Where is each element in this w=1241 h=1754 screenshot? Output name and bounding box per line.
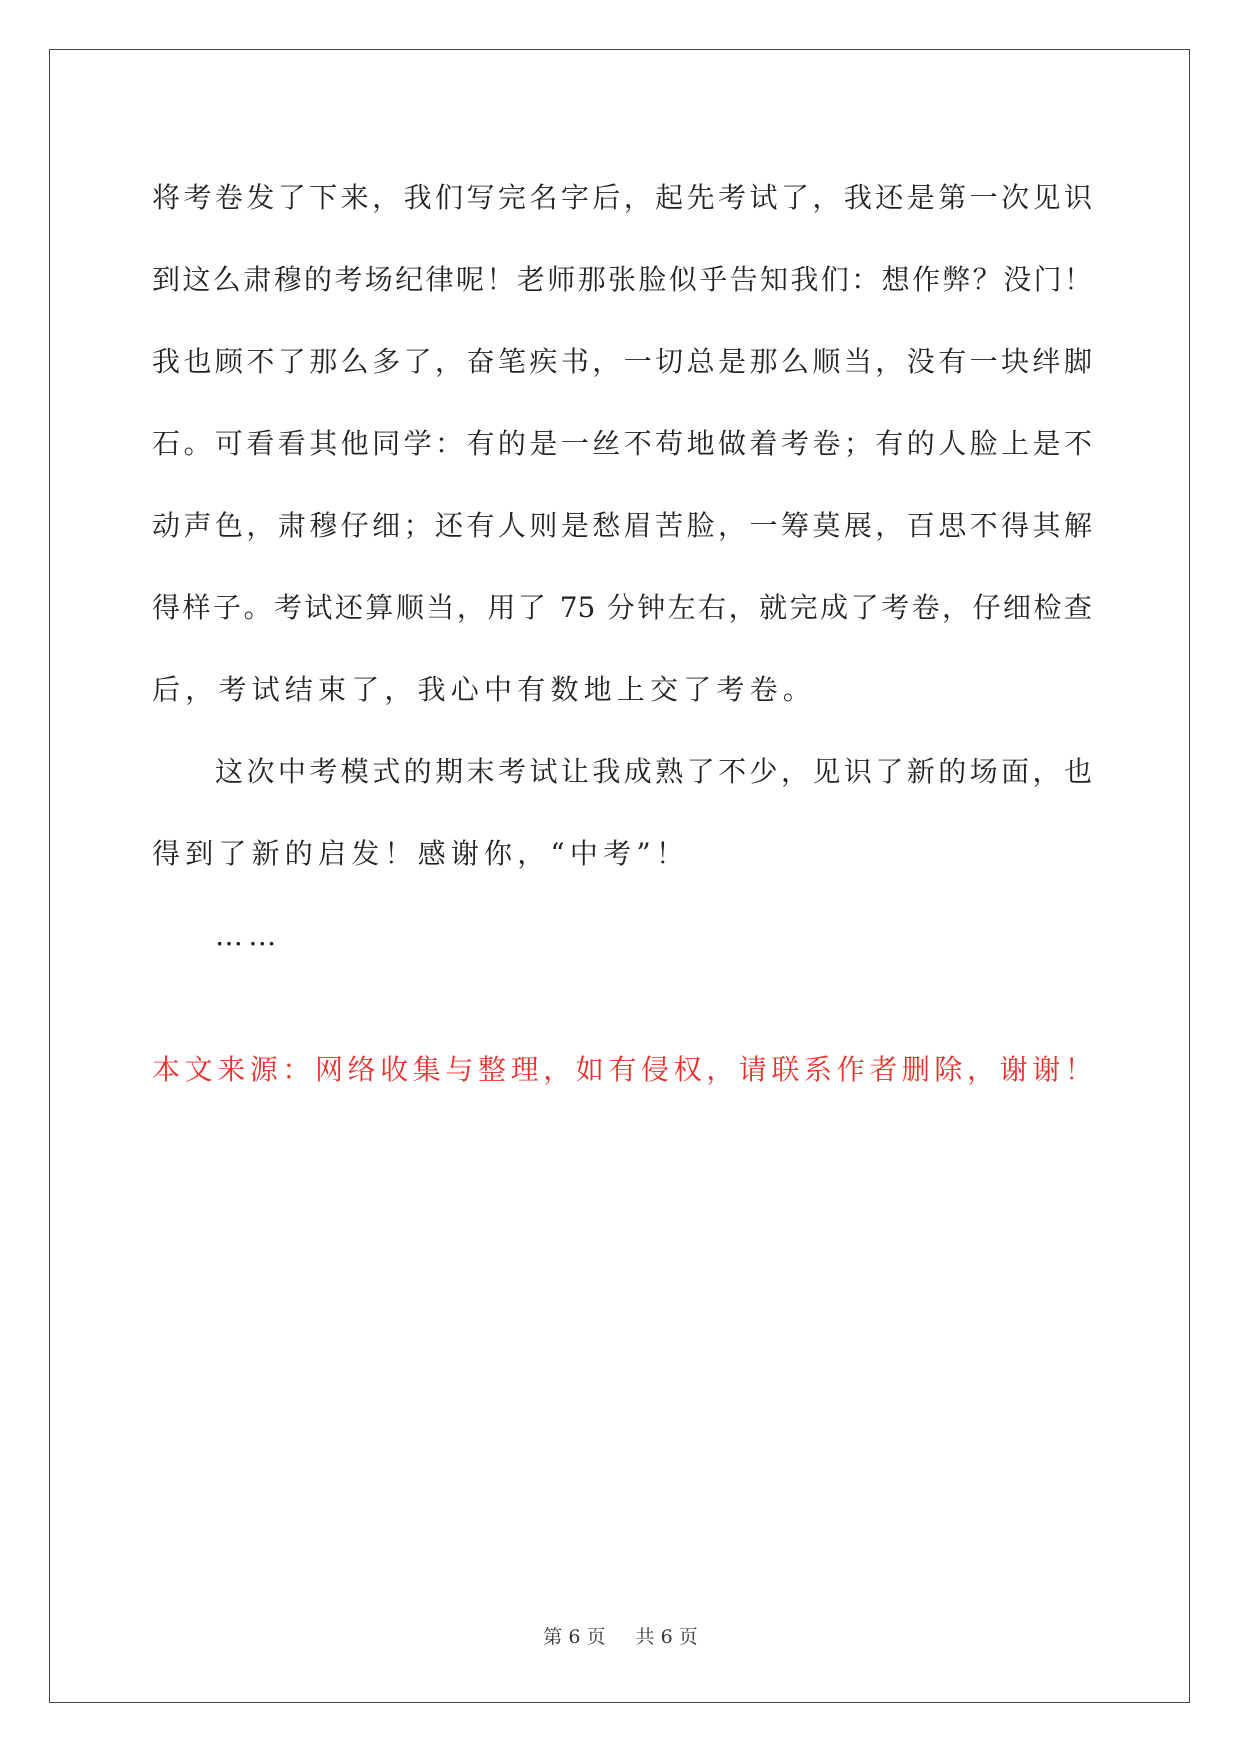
paragraph-1-line-1: 将考卷发了下来，我们写完名字后，起先考试了，我还是第一次见识	[152, 181, 1092, 214]
paragraph-1-line-5: 动声色，肃穆仔细；还有人则是愁眉苦脸，一筹莫展，百思不得其解	[152, 509, 1092, 542]
source-note: 本文来源：网络收集与整理，如有侵权，请联系作者删除，谢谢！	[152, 1053, 1098, 1086]
paragraph-1-line-2: 到这么肃穆的考场纪律呢！老师那张脸似乎告知我们：想作弊？没门！	[152, 263, 1092, 296]
paragraph-1-line-4: 石。可看看其他同学：有的是一丝不苟地做着考卷；有的人脸上是不	[152, 427, 1092, 460]
paragraph-1-line-6: 得样子。考试还算顺当，用了 75 分钟左右，就完成了考卷，仔细检查	[152, 591, 1092, 624]
paragraph-1-line-3: 我也顾不了那么多了，奋笔疾书，一切总是那么顺当，没有一块绊脚	[152, 345, 1092, 378]
paragraph-1-line-7: 后，考试结束了，我心中有数地上交了考卷。	[152, 673, 817, 706]
page-total: 共 6 页	[635, 1626, 698, 1648]
page-footer	[0, 1622, 1241, 1649]
paragraph-2-line-2: 得到了新的启发！感谢你，“中考”！	[152, 837, 690, 870]
ellipsis-paragraph: ……	[215, 919, 282, 952]
paragraph-2-line-1: 这次中考模式的期末考试让我成熟了不少，见识了新的场面，也	[215, 755, 1092, 788]
document-body	[152, 157, 1092, 977]
page-number: 第 6 页	[543, 1626, 606, 1648]
